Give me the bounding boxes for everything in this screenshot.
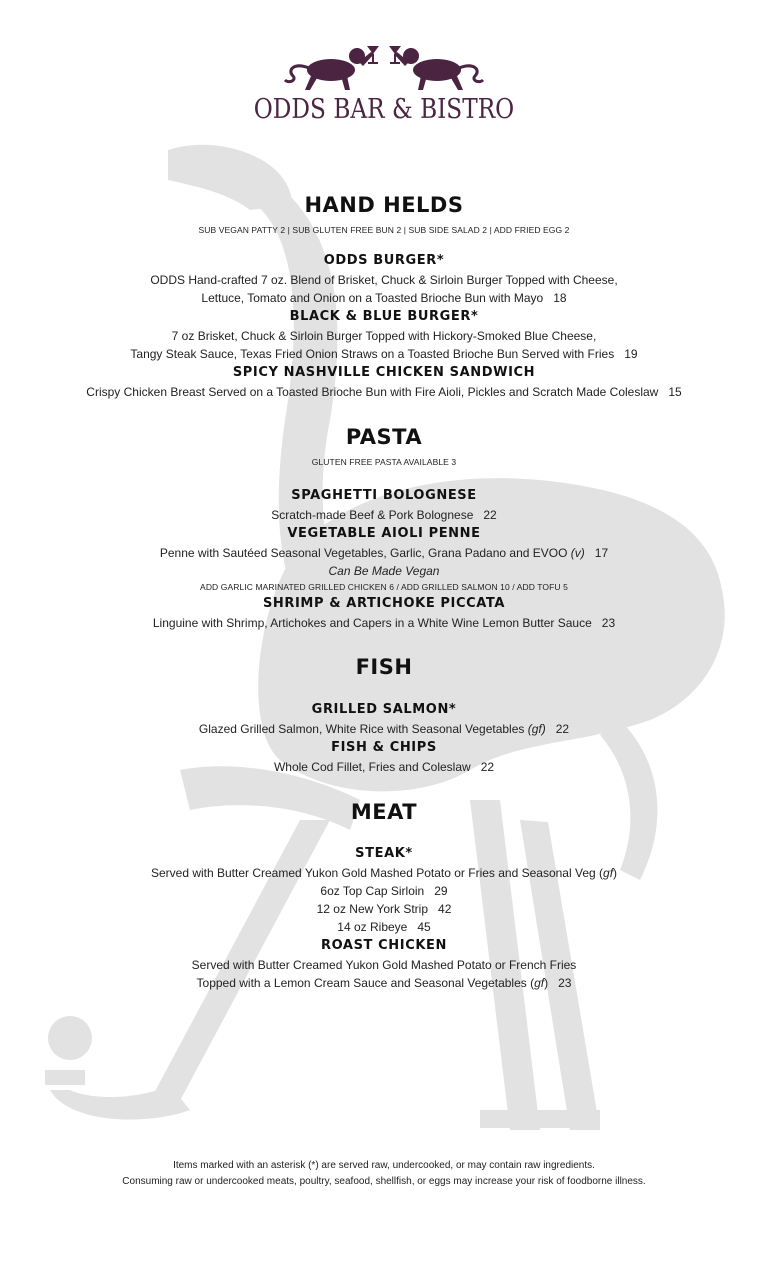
item-name-veg-penne: VEGETABLE AIOLI PENNE — [287, 526, 481, 541]
section-title-fish: FISH — [355, 655, 413, 679]
item-desc-spicy-chicken: Crispy Chicken Breast Served on a Toasted Brioche Bun with Fire Aioli, Pickles and Scratch Made Coleslaw 15 — [86, 385, 682, 399]
item-desc-spaghetti: Scratch-made Beef & Pork Bolognese 22 — [271, 508, 497, 522]
item-price: 22 — [483, 508, 497, 522]
steak-cut-strip: 12 oz New York Strip 42 — [316, 902, 452, 916]
item-desc-odds-burger-2: Lettuce, Tomato and Onion on a Toasted Brioche Bun with Mayo 18 — [201, 291, 567, 305]
item-name-spaghetti: SPAGHETTI BOLOGNESE — [291, 488, 477, 503]
item-name-odds-burger: ODDS BURGER* — [323, 253, 445, 268]
item-desc-odds-burger-1: ODDS Hand-crafted 7 oz. Blend of Brisket, Chuck & Sirloin Burger Topped with Cheese, — [150, 273, 618, 287]
item-price: 23 — [558, 976, 572, 990]
item-desc-veg-penne: Penne with Sautéed Seasonal Vegetables, Garlic, Grana Padano and EVOO (v) 17 — [159, 546, 609, 560]
item-desc-piccata: Linguine with Shrimp, Artichokes and Capers in a White Wine Lemon Butter Sauce 23 — [152, 616, 616, 630]
item-name-black-blue-burger: BLACK & BLUE BURGER* — [289, 309, 479, 324]
footer-disclaimer-1: Items marked with an asterisk (*) are served raw, undercooked, or may contain raw ingredients. — [173, 1160, 595, 1171]
item-name-steak: STEAK* — [355, 846, 413, 861]
item-desc-roast-chicken-2: Topped with a Lemon Cream Sauce and Seasonal Vegetables (gf) 23 — [196, 976, 572, 990]
item-desc-fish-chips: Whole Cod Fillet, Fries and Coleslaw 22 — [273, 760, 495, 774]
brand-name: ODDS BAR & BISTRO — [253, 94, 515, 125]
steak-cut-ribeye: 14 oz Ribeye 45 — [337, 920, 431, 934]
item-price: 22 — [555, 722, 570, 736]
monkeys-logo-icon — [279, 40, 489, 92]
item-price: 17 — [594, 546, 609, 560]
steak-cut-sirloin: 6oz Top Cap Sirloin 29 — [320, 884, 448, 898]
section-title-meat: MEAT — [350, 800, 418, 824]
item-desc-black-blue-2: Tangy Steak Sauce, Texas Fried Onion Straws on a Toasted Brioche Bun Served with Fries 19 — [130, 347, 638, 361]
item-price: 22 — [480, 760, 495, 774]
handhelds-note: SUB VEGAN PATTY 2 | SUB GLUTEN FREE BUN 2 | SUB SIDE SALAD 2 | ADD FRIED EGG 2 — [198, 225, 570, 235]
section-title-pasta: PASTA — [345, 425, 423, 449]
footer-disclaimer-2: Consuming raw or undercooked meats, poultry, seafood, shellfish, or eggs may increase your risk of foodborne illness. — [122, 1176, 646, 1187]
item-price: 23 — [601, 616, 616, 630]
item-desc-black-blue-1: 7 oz Brisket, Chuck & Sirloin Burger Topped with Hickory-Smoked Blue Cheese, — [171, 329, 597, 343]
pasta-addons: ADD GARLIC MARINATED GRILLED CHICKEN 6 / ADD GRILLED SALMON 10 / ADD TOFU 5 — [200, 582, 568, 592]
item-name-spicy-chicken: SPICY NASHVILLE CHICKEN SANDWICH — [232, 365, 536, 380]
item-desc-grilled-salmon: Glazed Grilled Salmon, White Rice with Seasonal Vegetables (gf) 22 — [198, 722, 570, 736]
item-price: 19 — [624, 347, 638, 361]
logo — [0, 40, 768, 125]
vegan-note: Can Be Made Vegan — [328, 564, 440, 578]
item-desc-steak: Served with Butter Creamed Yukon Gold Mashed Potato or Fries and Seasonal Veg (gf) — [150, 866, 618, 880]
item-price: 15 — [668, 385, 682, 399]
item-name-piccata: SHRIMP & ARTICHOKE PICCATA — [262, 596, 506, 611]
item-name-fish-chips: FISH & CHIPS — [331, 740, 437, 755]
item-price: 29 — [434, 884, 448, 898]
item-price: 45 — [417, 920, 431, 934]
item-desc-roast-chicken-1: Served with Butter Creamed Yukon Gold Mashed Potato or French Fries — [191, 958, 577, 972]
item-name-roast-chicken: ROAST CHICKEN — [321, 938, 447, 953]
item-price: 42 — [438, 902, 452, 916]
item-price: 18 — [553, 291, 567, 305]
section-title-handhelds: HAND HELDS — [304, 193, 464, 217]
item-name-grilled-salmon: GRILLED SALMON* — [311, 702, 457, 717]
pasta-note: GLUTEN FREE PASTA AVAILABLE 3 — [311, 457, 457, 467]
